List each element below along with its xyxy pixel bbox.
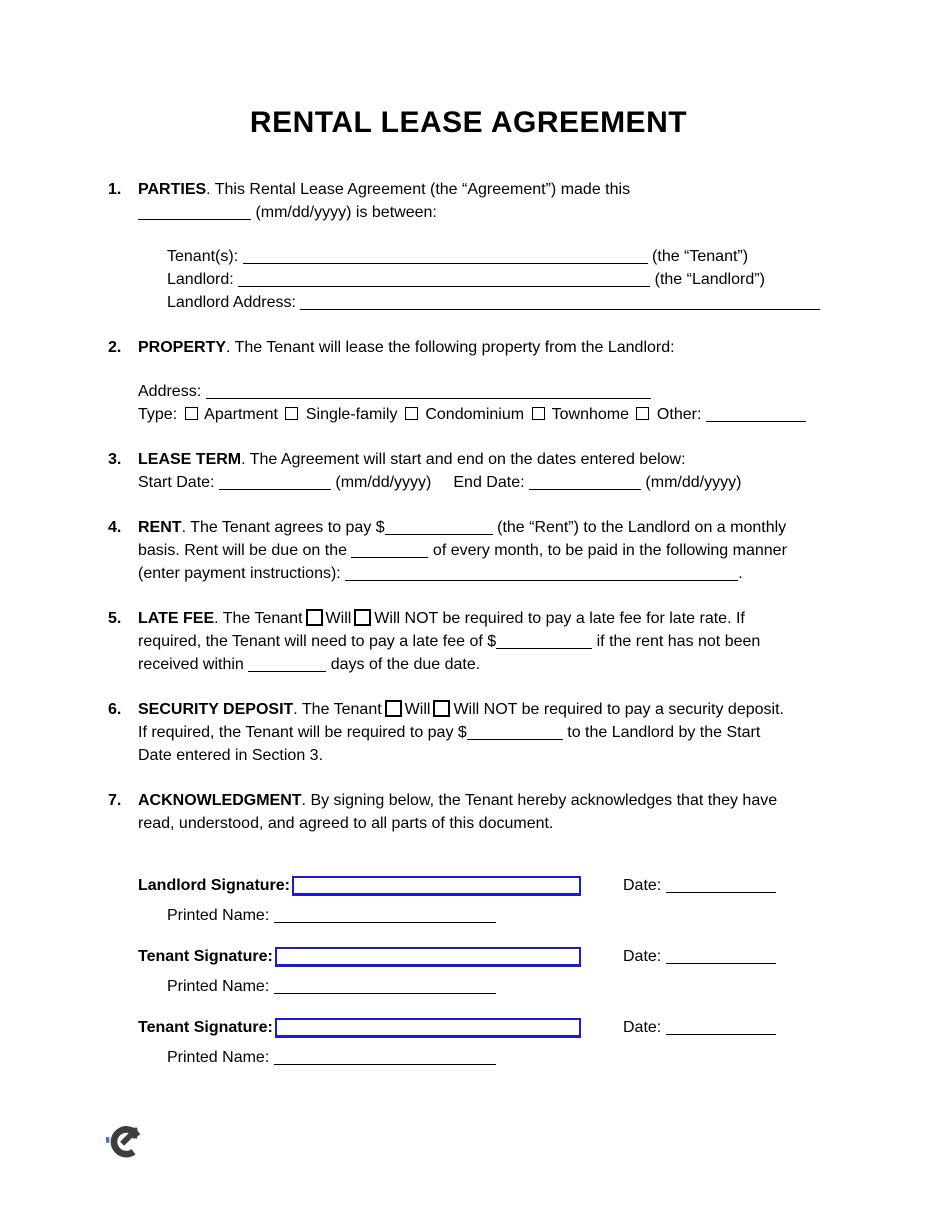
text: . The Tenant — [293, 701, 382, 718]
tenant-signature-block-1 — [138, 947, 829, 998]
landlord-printed-name-blank[interactable] — [274, 911, 496, 923]
late-fee-days-blank[interactable] — [248, 660, 326, 672]
text: basis. Rent will be due on the — [138, 542, 352, 559]
line — [167, 268, 829, 291]
line — [138, 178, 829, 201]
tenant-signature-field-2[interactable] — [275, 1018, 581, 1038]
text: (the “Landlord”) — [650, 271, 765, 288]
late-fee-will-checkbox[interactable] — [306, 609, 323, 626]
text: End Date: — [453, 474, 529, 491]
agreement-date-blank[interactable] — [138, 208, 251, 220]
text: . — [738, 565, 743, 582]
text: Address: — [138, 383, 206, 400]
section-number: 1. — [108, 181, 122, 198]
deposit-will-not-checkbox[interactable] — [433, 700, 450, 717]
tenant-signature-block-2 — [138, 1018, 829, 1069]
section-heading-security-deposit: SECURITY DEPOSIT — [138, 701, 294, 718]
landlord-date-label: Date: — [623, 877, 666, 894]
line — [138, 744, 829, 767]
text: (mm/dd/yyyy) is between: — [251, 204, 437, 221]
line — [138, 516, 829, 539]
tenant-date-group-1 — [623, 948, 829, 966]
condominium-checkbox[interactable] — [405, 407, 418, 420]
text: Type: — [138, 406, 182, 423]
tenant-printed-name-blank-1[interactable] — [274, 982, 496, 994]
landlord-address-blank[interactable] — [300, 298, 820, 310]
section-heading-property: PROPERTY — [138, 339, 227, 356]
section-number: 4. — [108, 519, 122, 536]
payment-instructions-blank[interactable] — [345, 569, 738, 581]
circular-arrow-icon — [106, 1120, 144, 1158]
text: required, the Tenant will need to pay a late fee of $ — [138, 633, 497, 650]
text: . The Tenant agrees to pay $ — [181, 519, 385, 536]
text: (mm/dd/yyyy) — [330, 474, 432, 491]
tenant-printed-name-blank-2[interactable] — [274, 1053, 496, 1065]
tenant-date-blank-2[interactable] — [666, 1023, 776, 1035]
text: Single-family — [301, 406, 402, 423]
line — [138, 607, 829, 630]
landlord-date-blank[interactable] — [666, 881, 776, 893]
text: if the rent has not been — [592, 633, 761, 650]
text: Other: — [652, 406, 706, 423]
line — [138, 336, 829, 359]
line — [138, 448, 829, 471]
line — [167, 291, 829, 314]
line — [138, 812, 829, 835]
section-body — [138, 516, 829, 585]
text: Condominium — [420, 406, 529, 423]
section-body — [138, 698, 829, 767]
text: received within — [138, 656, 249, 673]
text: . This Rental Lease Agreement (the “Agreement”) made this — [206, 181, 631, 198]
text: to the Landlord by the Start — [562, 724, 761, 741]
text: Townhome — [547, 406, 634, 423]
text: (enter payment instructions): — [138, 565, 346, 582]
property-address-blank[interactable] — [206, 387, 651, 399]
line — [138, 403, 829, 426]
landlord-signature-row — [138, 876, 829, 896]
text: (mm/dd/yyyy) — [640, 474, 742, 491]
landlord-signature-label: Landlord Signature: — [138, 877, 290, 894]
other-type-blank[interactable] — [706, 410, 806, 422]
section-heading-rent: RENT — [138, 519, 182, 536]
tenant-signature-label-2: Tenant Signature: — [138, 1019, 273, 1036]
tenant-date-label-1: Date: — [623, 948, 666, 965]
line — [138, 380, 829, 403]
other-checkbox[interactable] — [636, 407, 649, 420]
tenant-printed-name-label-2: Printed Name: — [167, 1049, 274, 1066]
section-acknowledgment — [108, 789, 829, 835]
late-fee-amount-blank[interactable] — [496, 637, 592, 649]
sections — [108, 178, 829, 835]
apartment-checkbox[interactable] — [185, 407, 198, 420]
section-body — [138, 448, 829, 494]
text: Will NOT be required to pay a late fee for late rate. If — [374, 610, 745, 627]
tenant-signature-row-2 — [138, 1018, 829, 1038]
landlord-printed-name-row — [167, 904, 829, 927]
section-number: 5. — [108, 610, 122, 627]
spacer — [431, 486, 453, 487]
landlord-date-group — [623, 877, 829, 895]
text: Start Date: — [138, 474, 219, 491]
text: of every month, to be paid in the following manner — [428, 542, 787, 559]
line — [138, 653, 829, 676]
landlord-signature-block — [138, 876, 829, 927]
tenant-date-group-2 — [623, 1019, 829, 1037]
signature-area — [138, 876, 829, 1069]
page-title: RENTAL LEASE AGREEMENT — [249, 106, 688, 139]
text: (the “Rent”) to the Landlord on a monthly — [492, 519, 787, 536]
landlord-printed-name-label: Printed Name: — [167, 907, 274, 924]
line — [138, 630, 829, 653]
text: days of the due date. — [326, 656, 481, 673]
section-number: 6. — [108, 701, 122, 718]
section-property — [108, 336, 829, 426]
section-parties — [108, 178, 829, 314]
start-date-blank[interactable] — [219, 478, 331, 490]
text: Landlord Address: — [167, 294, 301, 311]
text: . The Tenant will lease the following property from the Landlord: — [226, 339, 675, 356]
text: Will — [404, 701, 431, 718]
line — [138, 721, 829, 744]
text: If required, the Tenant will be required to pay $ — [138, 724, 467, 741]
tenant-printed-name-row-1 — [167, 975, 829, 998]
tenant-printed-name-label-1: Printed Name: — [167, 978, 274, 995]
text: Will NOT be required to pay a security deposit. — [453, 701, 784, 718]
text: Will — [325, 610, 352, 627]
tenant-printed-name-row-2 — [167, 1046, 829, 1069]
section-heading-parties: PARTIES — [138, 181, 207, 198]
section-body — [138, 336, 829, 426]
line — [167, 245, 829, 268]
section-number: 2. — [108, 339, 122, 356]
tenant-name-blank[interactable] — [243, 252, 648, 264]
single-family-checkbox[interactable] — [285, 407, 298, 420]
line — [138, 471, 829, 494]
section-security-deposit — [108, 698, 829, 767]
section-number: 7. — [108, 792, 122, 809]
text: . The Agreement will start and end on the dates entered below: — [241, 451, 686, 468]
townhome-checkbox[interactable] — [532, 407, 545, 420]
section-late-fee — [108, 607, 829, 676]
late-fee-will-not-checkbox[interactable] — [354, 609, 371, 626]
section-body — [138, 178, 829, 314]
section-body — [138, 789, 829, 835]
section-heading-acknowledgment: ACKNOWLEDGMENT — [138, 792, 302, 809]
line — [138, 539, 829, 562]
line — [138, 698, 829, 721]
section-number: 3. — [108, 451, 122, 468]
text: Apartment — [200, 406, 283, 423]
section-rent — [108, 516, 829, 585]
rent-due-day-blank[interactable] — [351, 546, 428, 558]
tenant-signature-row-1 — [138, 947, 829, 967]
rent-amount-blank[interactable] — [385, 523, 493, 535]
deposit-will-checkbox[interactable] — [385, 700, 402, 717]
tenant-date-label-2: Date: — [623, 1019, 666, 1036]
tenant-signature-label-1: Tenant Signature: — [138, 948, 273, 965]
landlord-name-blank[interactable] — [238, 275, 650, 287]
text: Tenant(s): — [167, 248, 243, 265]
text: Date entered in Section 3. — [138, 747, 324, 764]
text: read, understood, and agreed to all parts of this document. — [138, 815, 554, 832]
section-body — [138, 607, 829, 676]
text: (the “Tenant”) — [647, 248, 749, 265]
text: . The Tenant — [214, 610, 303, 627]
text: . By signing below, the Tenant hereby acknowledges that they have — [301, 792, 778, 809]
text: Landlord: — [167, 271, 239, 288]
tenant-signature-field-1[interactable] — [275, 947, 581, 967]
tenant-date-blank-1[interactable] — [666, 952, 776, 964]
section-heading-late-fee: LATE FEE — [138, 610, 215, 627]
end-date-blank[interactable] — [529, 478, 641, 490]
line — [138, 562, 829, 585]
line — [138, 789, 829, 812]
line — [138, 201, 829, 224]
section-heading-lease-term: LEASE TERM — [138, 451, 242, 468]
landlord-signature-field[interactable] — [292, 876, 581, 896]
section-lease-term — [108, 448, 829, 494]
deposit-amount-blank[interactable] — [467, 728, 563, 740]
